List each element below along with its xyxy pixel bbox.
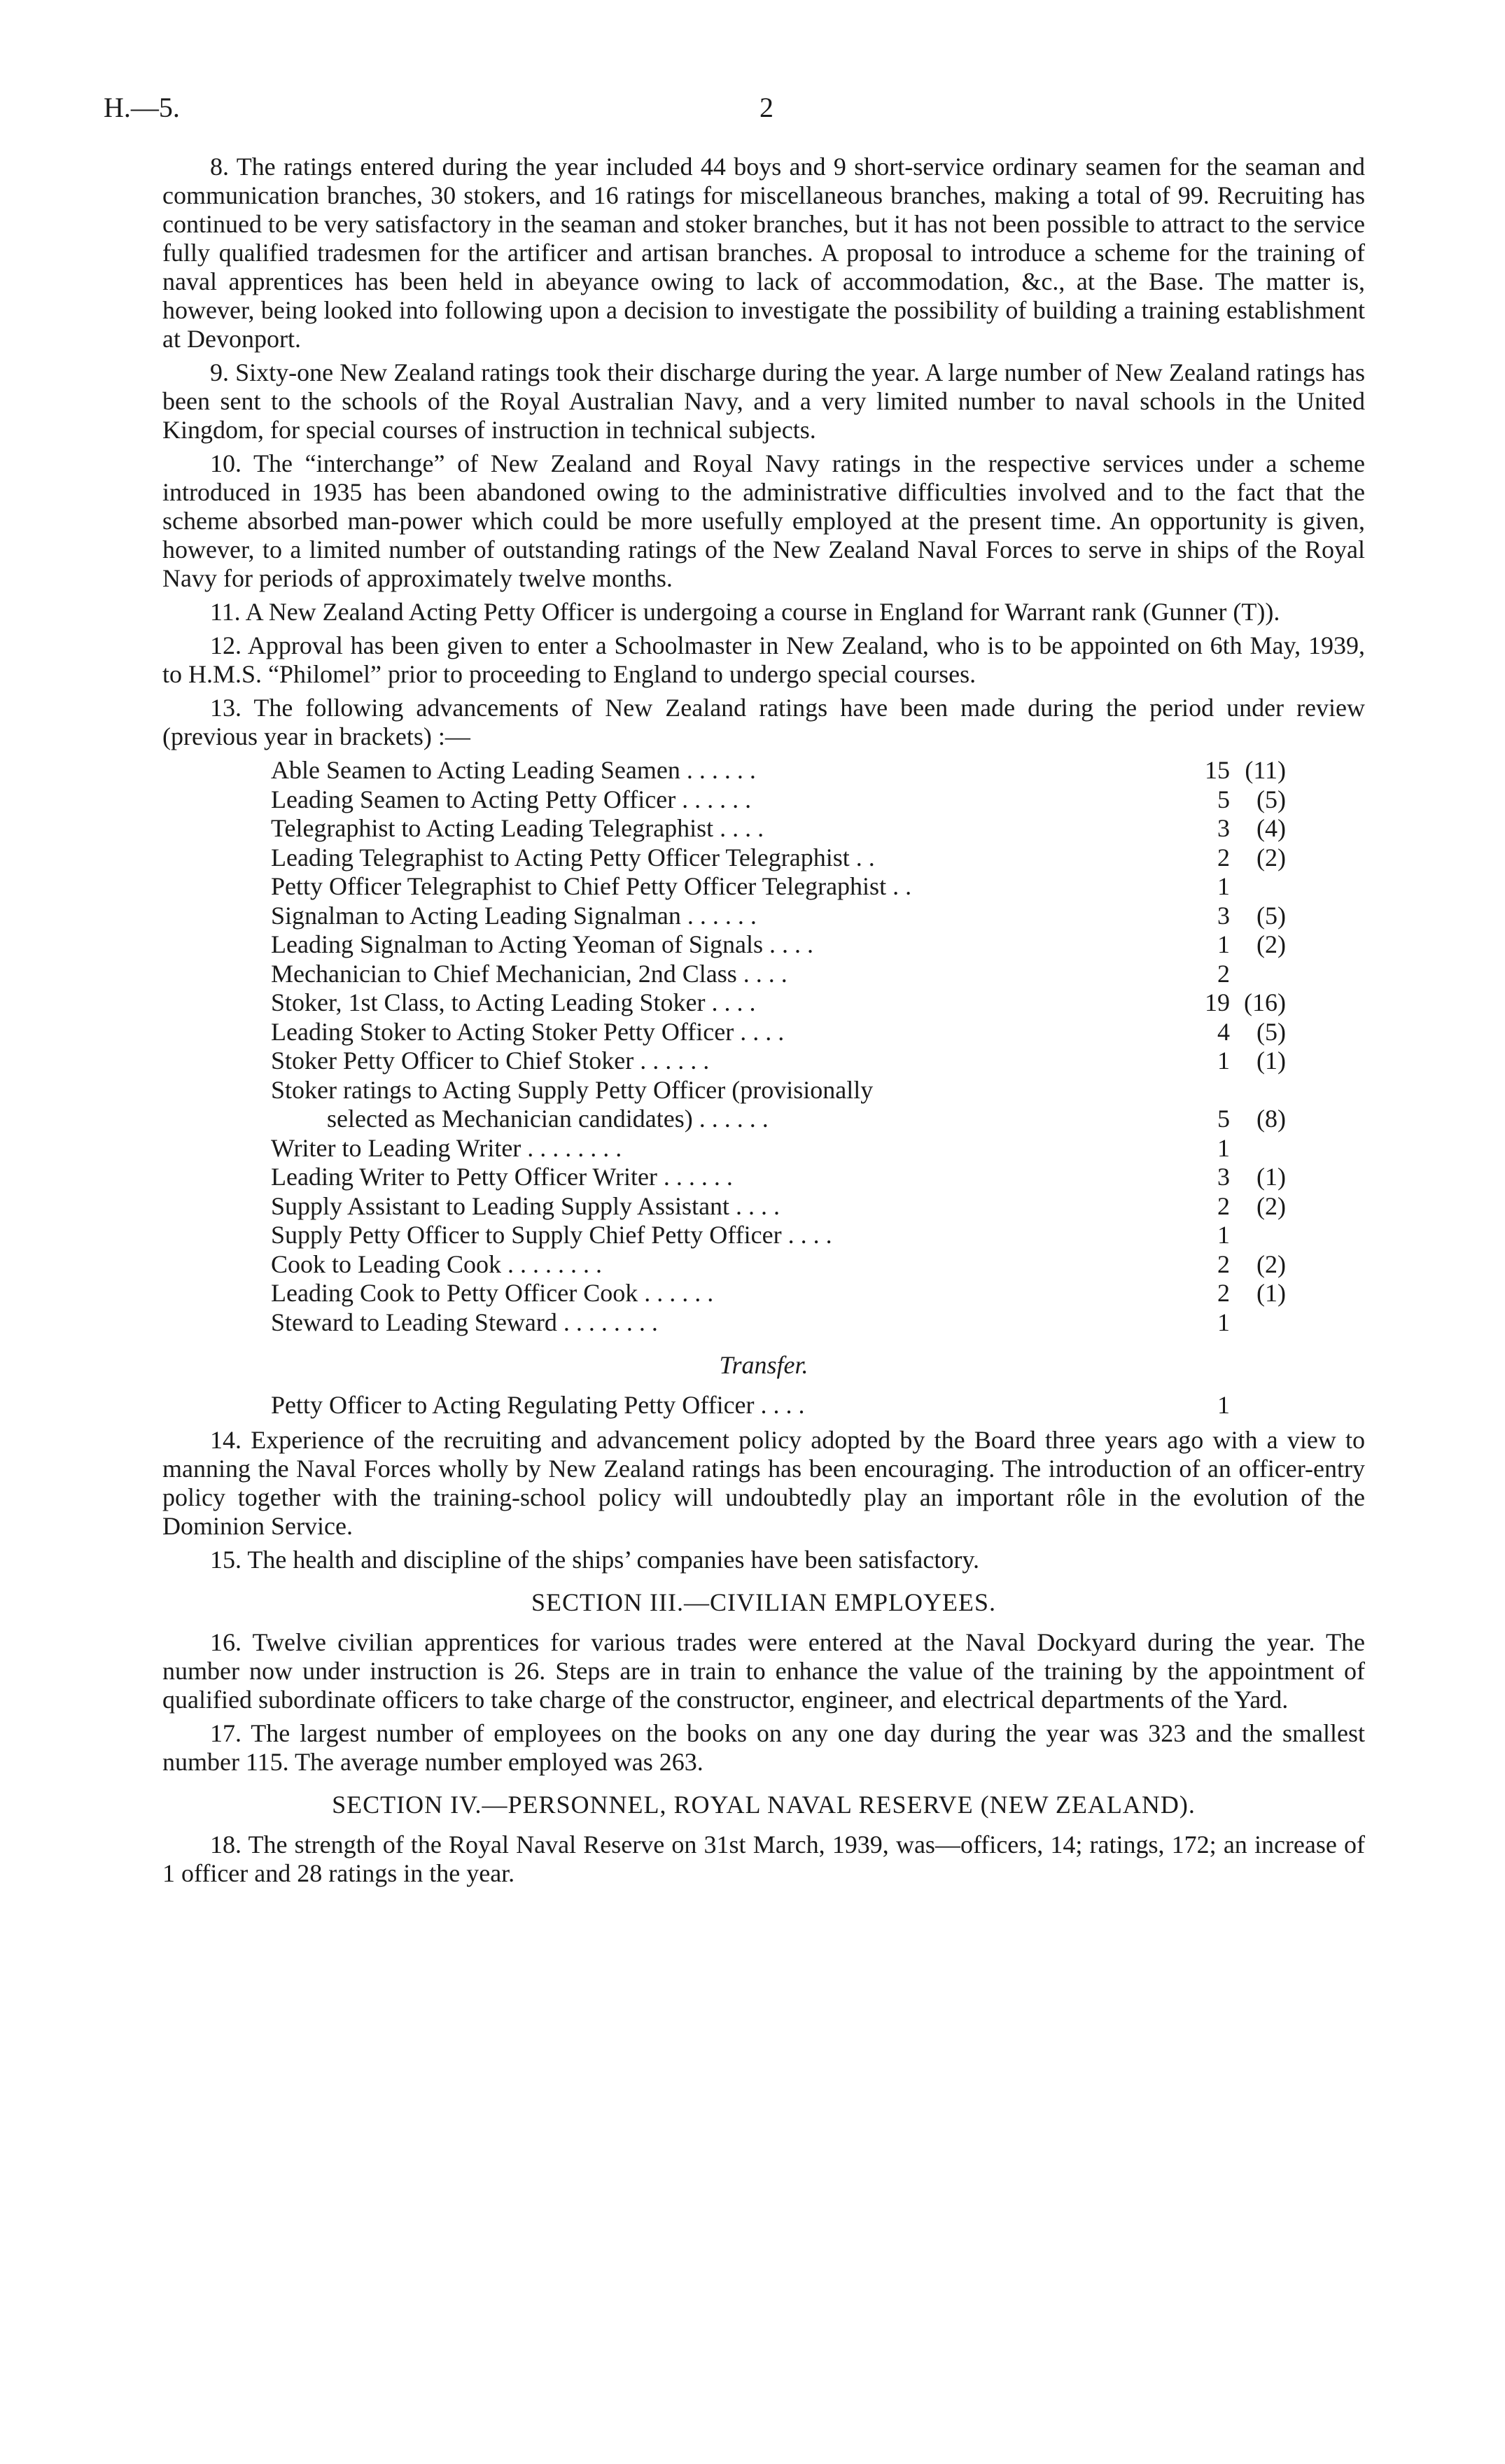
paragraph-15: 15. The health and discipline of the ships’ companies have been satisfactory. bbox=[210, 1545, 980, 1574]
advancement-count: 2 bbox=[1217, 959, 1230, 988]
advancement-label: Cook to Leading Cook . . . . . . . . bbox=[271, 1250, 602, 1278]
advancement-row bbox=[271, 1134, 1286, 1163]
advancement-previous: (16) bbox=[1244, 988, 1286, 1016]
advancement-label: Writer to Leading Writer . . . . . . . . bbox=[271, 1133, 622, 1162]
advancement-label: Steward to Leading Steward . . . . . . . . bbox=[271, 1308, 658, 1336]
advancement-previous: (5) bbox=[1256, 785, 1286, 813]
paragraph-10: 10. The “interchange” of New Zealand and Royal Navy ratings in the respective services under a scheme introduced in 1935 has been abandoned owing to the administrative difficulties involved and to the fact that the scheme absorbed man-power which could be more usefully employed at the present time. An opportunity is given, however, to a limited number of outstanding ratings of the New Zealand Naval Forces to serve in ships of the Royal Navy for periods of approximately twelve months. bbox=[162, 449, 1365, 592]
transfer-heading: Transfer. bbox=[719, 1351, 808, 1379]
advancement-row bbox=[271, 872, 1286, 902]
advancement-count: 1 bbox=[1217, 930, 1230, 958]
advancement-count: 5 bbox=[1217, 1105, 1230, 1133]
paragraph-9: 9. Sixty-one New Zealand ratings took their discharge during the year. A large number of New Zealand ratings has been sent to the schools of the Royal Australian Navy, and a very limited number to naval schools in the United Kingdom, for special courses of instruction in technical subjects. bbox=[162, 358, 1365, 444]
advancement-row bbox=[271, 814, 1286, 844]
advancement-label: Mechanician to Chief Mechanician, 2nd Class . . . . bbox=[271, 959, 788, 988]
advancement-count: 3 bbox=[1217, 814, 1230, 842]
advancement-row bbox=[271, 930, 1286, 960]
advancement-row bbox=[271, 988, 1286, 1018]
advancement-row bbox=[271, 902, 1286, 931]
paragraph-12: 12. Approval has been given to enter a Schoolmaster in New Zealand, who is to be appointed on 6th May, 1939, to H.M.S. “Philomel” prior to proceeding to England to undergo special courses. bbox=[162, 631, 1365, 688]
advancement-count: 1 bbox=[1217, 1221, 1230, 1249]
advancement-label: Leading Signalman to Acting Yeoman of Signals . . . . bbox=[271, 930, 813, 958]
advancement-previous: (4) bbox=[1256, 814, 1286, 842]
advancement-label: Leading Writer to Petty Officer Writer . . . . . . bbox=[271, 1163, 733, 1191]
advancement-previous: (2) bbox=[1256, 1250, 1286, 1278]
advancement-label: Leading Cook to Petty Officer Cook . . . . . . bbox=[271, 1279, 714, 1307]
page-number: 2 bbox=[760, 92, 774, 123]
advancement-count: 15 bbox=[1205, 756, 1230, 784]
advancement-count: 2 bbox=[1217, 1279, 1230, 1307]
advancements-table bbox=[271, 756, 1286, 1337]
transfer-label: Petty Officer to Acting Regulating Petty Officer . . . . bbox=[271, 1391, 805, 1419]
advancement-count: 2 bbox=[1217, 843, 1230, 872]
advancement-previous: (2) bbox=[1256, 930, 1286, 958]
advancement-count: 2 bbox=[1217, 1250, 1230, 1278]
advancement-row bbox=[271, 1018, 1286, 1047]
advancement-previous: (1) bbox=[1256, 1163, 1286, 1191]
advancement-row bbox=[271, 1046, 1286, 1076]
advancement-label: Stoker ratings to Acting Supply Petty Officer (provisionally bbox=[271, 1075, 874, 1104]
paragraph-13: 13. The following advancements of New Zealand ratings have been made during the period under review (previous year in brackets) :— bbox=[162, 694, 1365, 750]
advancement-row bbox=[271, 1163, 1286, 1192]
advancement-label: Supply Assistant to Leading Supply Assistant . . . . bbox=[271, 1191, 780, 1220]
advancement-row bbox=[271, 1308, 1286, 1338]
advancement-count: 3 bbox=[1217, 1163, 1230, 1191]
transfer-row bbox=[271, 1391, 1286, 1420]
advancement-row bbox=[271, 1105, 1286, 1134]
advancement-count: 2 bbox=[1217, 1191, 1230, 1220]
paragraph-16: 16. Twelve civilian apprentices for various trades were entered at the Naval Dockyard during the year. The number now under instruction is 26. Steps are in train to enhance the value of the training by the appointment of qualified subordinate officers to take charge of the constructor, engineer, and electrical departments of the Yard. bbox=[162, 1628, 1365, 1714]
transfer-table bbox=[271, 1391, 1286, 1420]
advancement-label: Petty Officer Telegraphist to Chief Petty Officer Telegraphist . . bbox=[271, 872, 912, 900]
advancement-row bbox=[271, 1279, 1286, 1308]
advancement-row bbox=[271, 844, 1286, 873]
advancement-label: selected as Mechanician candidates) . . . . . . bbox=[327, 1105, 769, 1133]
advancement-label: Supply Petty Officer to Supply Chief Petty Officer . . . . bbox=[271, 1221, 832, 1249]
paragraph-8: 8. The ratings entered during the year included 44 boys and 9 short-service ordinary seamen for the seaman and communication branches, 30 stokers, and 16 ratings for miscellaneous branches, making a total of 99. Recruiting has continued to be very satisfactory in the seaman and stoker branches, but it has not been possible to attract to the service fully qualified tradesmen for the artificer and artisan branches. A proposal to introduce a scheme for the training of naval apprentices has been held in abeyance owing to lack of accommodation, &c., at the Base. The matter is, however, being looked into following upon a decision to investigate the possibility of building a training establishment at Devonport. bbox=[162, 153, 1365, 353]
advancement-label: Signalman to Acting Leading Signalman . . . . . . bbox=[271, 901, 757, 930]
advancement-count: 3 bbox=[1217, 901, 1230, 930]
advancement-row bbox=[271, 1221, 1286, 1250]
advancement-row bbox=[271, 1076, 1286, 1105]
advancement-row bbox=[271, 756, 1286, 785]
advancement-label: Able Seamen to Acting Leading Seamen . . . . . . bbox=[271, 756, 756, 784]
advancement-row bbox=[271, 785, 1286, 815]
advancement-count: 1 bbox=[1217, 1133, 1230, 1162]
advancement-previous: (8) bbox=[1256, 1105, 1286, 1133]
document-reference: H.—5. bbox=[104, 92, 180, 123]
advancement-count: 1 bbox=[1217, 1046, 1230, 1074]
advancement-previous: (1) bbox=[1256, 1046, 1286, 1074]
transfer-count: 1 bbox=[1217, 1391, 1230, 1419]
advancement-label: Leading Telegraphist to Acting Petty Officer Telegraphist . . bbox=[271, 843, 875, 872]
section-4-heading: SECTION IV.—PERSONNEL, ROYAL NAVAL RESERVE (NEW ZEALAND). bbox=[332, 1790, 1196, 1819]
advancement-previous: (2) bbox=[1256, 843, 1286, 872]
advancement-count: 19 bbox=[1205, 988, 1230, 1016]
advancement-count: 1 bbox=[1217, 1308, 1230, 1336]
advancement-previous: (5) bbox=[1256, 901, 1286, 930]
advancement-row bbox=[271, 960, 1286, 989]
advancement-label: Stoker Petty Officer to Chief Stoker . . . . . . bbox=[271, 1046, 710, 1074]
advancement-previous: (2) bbox=[1256, 1191, 1286, 1220]
advancement-label: Stoker, 1st Class, to Acting Leading Stoker . . . . bbox=[271, 988, 756, 1016]
paragraph-18: 18. The strength of the Royal Naval Reserve on 31st March, 1939, was—officers, 14; ratings, 172; an increase of 1 officer and 28 ratings in the year. bbox=[162, 1830, 1365, 1887]
paragraph-17: 17. The largest number of employees on the books on any one day during the year was 323 and the smallest number 115. The average number employed was 263. bbox=[162, 1718, 1365, 1776]
advancement-row bbox=[271, 1250, 1286, 1280]
advancement-previous: (5) bbox=[1256, 1017, 1286, 1046]
paragraph-14: 14. Experience of the recruiting and advancement policy adopted by the Board three years ago with a view to manning the Naval Forces wholly by New Zealand ratings has been encouraging. The introduction of an officer-entry policy together with the training-school policy will undoubtedly play an important rôle in the evolution of the Dominion Service. bbox=[162, 1425, 1365, 1540]
advancement-label: Leading Seamen to Acting Petty Officer . . . . . . bbox=[271, 785, 752, 813]
advancement-row bbox=[271, 1192, 1286, 1222]
body-text bbox=[162, 153, 1365, 1893]
advancement-label: Leading Stoker to Acting Stoker Petty Officer . . . . bbox=[271, 1017, 785, 1046]
advancement-previous: (11) bbox=[1245, 756, 1286, 784]
section-3-heading: SECTION III.—CIVILIAN EMPLOYEES. bbox=[531, 1588, 996, 1616]
advancement-label: Telegraphist to Acting Leading Telegraphist . . . . bbox=[271, 814, 764, 842]
advancement-count: 1 bbox=[1217, 872, 1230, 900]
advancement-previous: (1) bbox=[1256, 1279, 1286, 1307]
advancement-count: 5 bbox=[1217, 785, 1230, 813]
paragraph-11: 11. A New Zealand Acting Petty Officer is undergoing a course in England for Warrant rank (Gunner (T)). bbox=[210, 598, 1280, 626]
advancement-count: 4 bbox=[1217, 1017, 1230, 1046]
